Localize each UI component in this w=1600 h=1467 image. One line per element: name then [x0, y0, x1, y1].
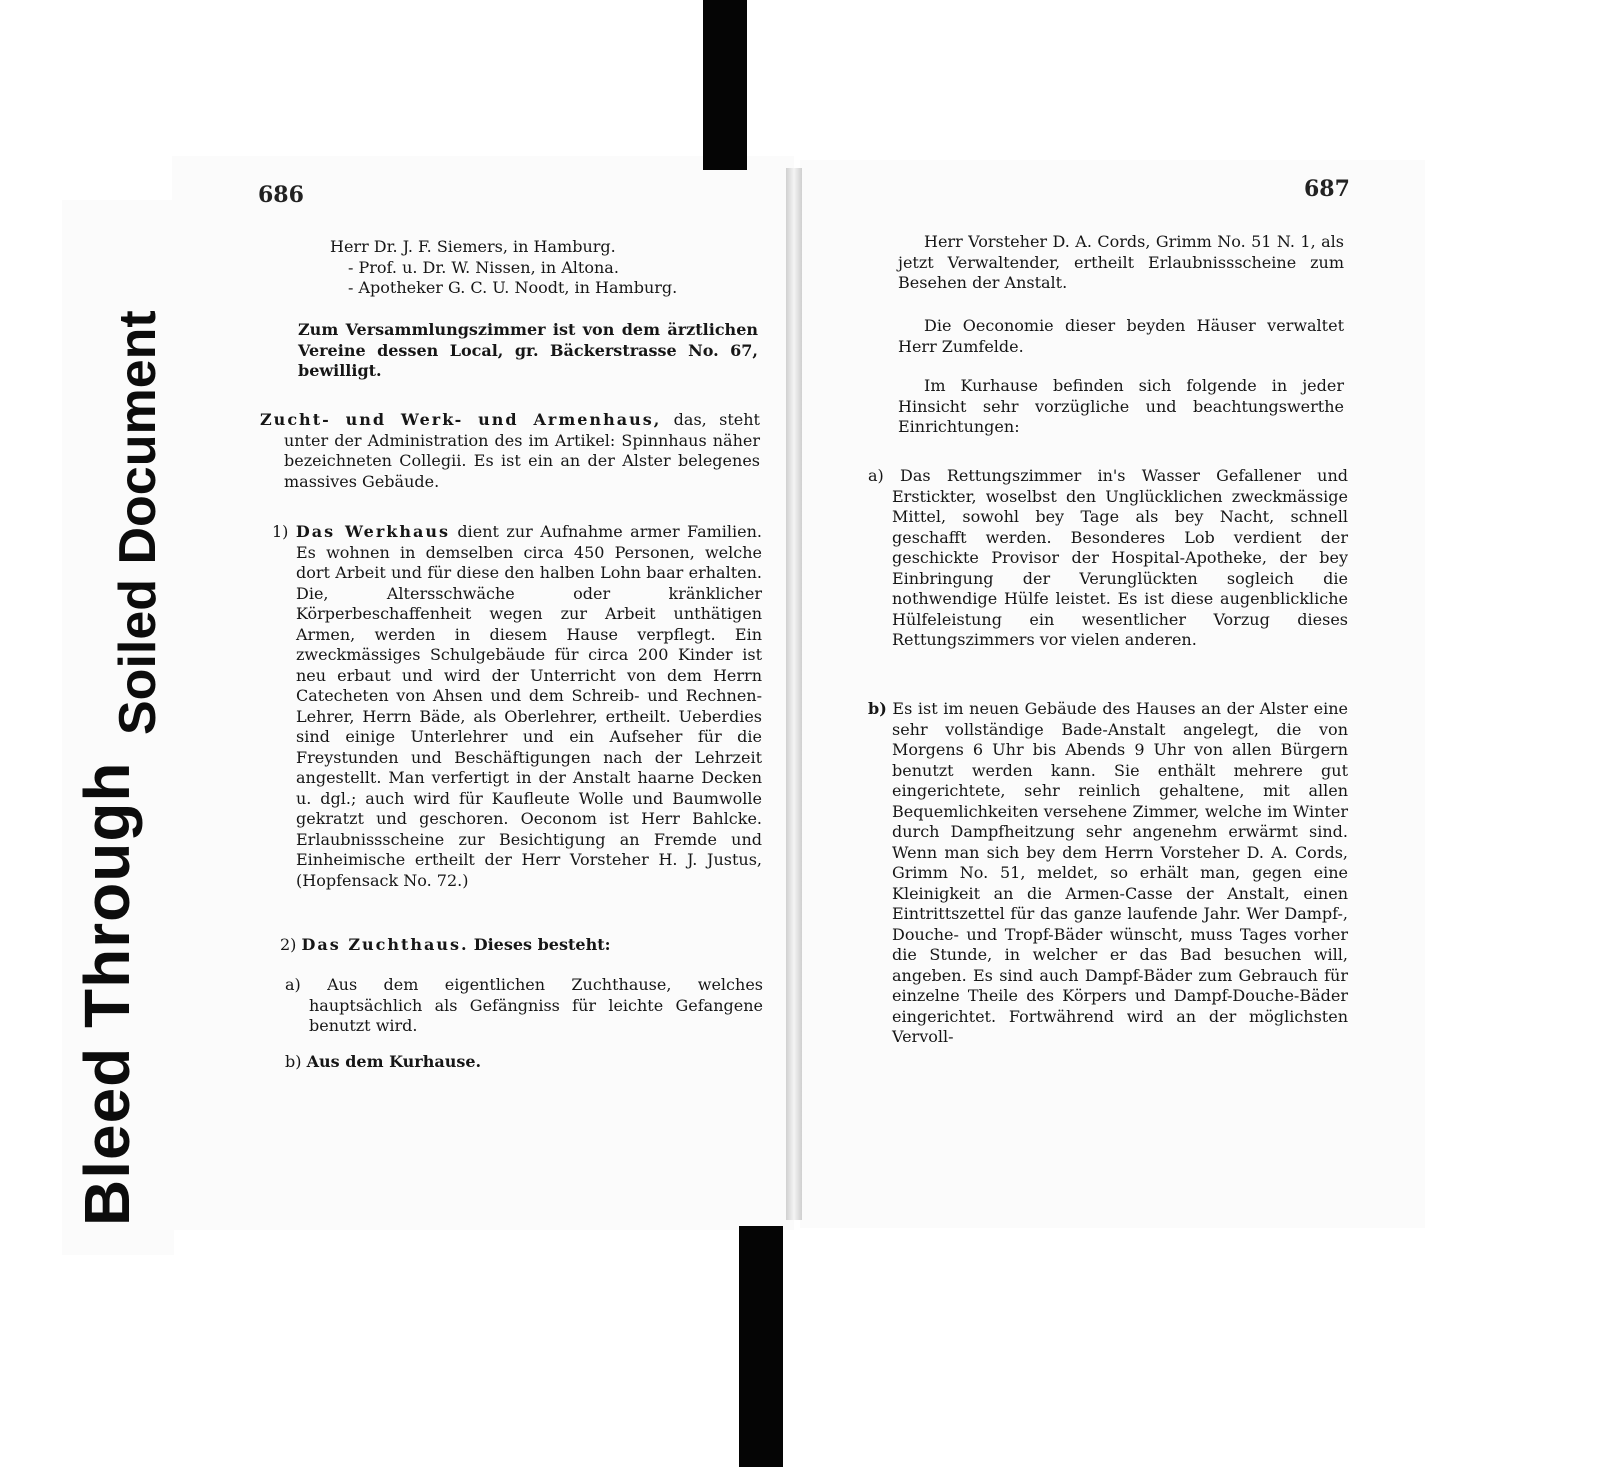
item-werkhaus	[272, 522, 762, 891]
section-text: das, steht unter der Administration des im Artikel: Spinnhaus näher bezeichneten Collegii. Es ist ein an der Alster belegenes massives Gebäude.	[284, 410, 760, 491]
paragraph-text: Herr Vorsteher D. A. Cords, Grimm No. 51 N. 1, als jetzt Verwaltender, ertheilt Erlaubnissscheine zum Besehen der Anstalt.	[898, 232, 1344, 292]
item-marker: a)	[868, 466, 884, 485]
item-marker: b)	[868, 699, 887, 718]
name-entry: Herr Dr. J. F. Siemers, in Hamburg.	[330, 237, 616, 256]
item-2a	[285, 975, 763, 1037]
item-text: Das Rettungszimmer in's Wasser Gefallener und Erstickter, woselbst den Unglücklichen zweckmässige Mittel, sowohl bey Tage als bey Nacht, schnell geschafft werden. Besonderes Lob verdient der geschickte Provisor der Hospital-Apotheke, der bey Einbringung der Verunglückten sogleich die nothwendige Hülfe leistet. Es ist diese augenblickliche Hülfeleistung ein wesentlicher Vorzug dieses Rettungszimmers vor vielen anderen.	[892, 466, 1348, 649]
name-entry: - Apotheker G. C. U. Noodt, in Hamburg.	[348, 278, 678, 297]
item-text: Es ist im neuen Gebäude des Hauses an der Alster eine sehr vollständige Bade-Anstalt angelegt, die von Morgens 6 Uhr bis Abends 9 Uhr von allen Bürgern benutzt werden kann. Sie enthält mehrere gut eingerichtete, sehr reinlich gehaltene, mit allen Bequemlichkeiten versehene Zimmer, welche im Winter durch Dampfheitzung sehr angenehm erwärmt sind. Wenn man sich bey dem Herrn Vorsteher D. A. Cords, Grimm No. 51, meldet, so erhält man, gegen eine Kleinigkeit an die Armen-Casse der Anstalt, einen Eintrittszettel für das ganze laufende Jahr. Wer Dampf-, Douche- und Tropf-Bäder wünscht, muss Tages vorher die Stunde, in welcher er das Bad besuchen will, angeben. Es sind auch Dampf-Bäder zum Gebrauch für einzelne Theile des Körpers und Dampf-Douche-Bäder eingerichtet. Fortwährend wird an der möglichsten Vervoll-	[892, 699, 1348, 1046]
paragraph-text: Zum Versammlungszimmer ist von dem ärztlichen Vereine dessen Local, gr. Bäckerstrasse No. 67, bewilligt.	[298, 320, 758, 380]
binding-band-top	[703, 0, 747, 170]
binding-band-bottom	[739, 1226, 783, 1467]
names-list	[330, 237, 770, 299]
paragraph-vorsteher	[898, 232, 1344, 294]
soiled-document-label: Soiled Document	[109, 310, 167, 735]
item-zuchthaus	[280, 935, 750, 956]
paragraph-versammlungszimmer	[298, 320, 758, 382]
item-marker: 2)	[280, 935, 297, 954]
item-text: dient zur Aufnahme armer Familien. Es wohnen in demselben circa 450 Personen, welche dort Arbeit und für diese den halben Lohn baar erhalten. Die, Altersschwäche oder kränklicher Körperbeschaffenheit wegen zur Arbeit unthätigen Armen, werden in diesem Hause verpflegt. Ein zweckmässiges Schulgebäude für circa 200 Kinder ist neu erbaut und wird der Unterricht von dem Herrn Catecheten von Ahsen und dem Schreib- und Rechnen-Lehrer, Herrn Bäde, als Oberlehrer, ertheilt. Ueberdies sind einige Unterlehrer und ein Aufseher für die Freystunden und Beschäftigungen nach der Lehrzeit angestellt. Man verfertigt in der Anstalt haarne Decken u. dgl.; auch wird für Kaufleute Wolle und Baumwolle gekratzt und geschoren. Oeconom ist Herr Bahlcke. Erlaubnissscheine zur Besichtigung an Fremde und Einheimische ertheilt der Herr Vorsteher H. J. Justus, (Hopfensack No. 72.)	[296, 522, 762, 890]
item-text: Dieses besteht:	[473, 935, 611, 954]
paragraph-kurhause	[898, 376, 1344, 438]
left-page-number: 686	[258, 182, 304, 208]
item-marker: 1)	[272, 522, 289, 541]
item-heading: Das Zuchthaus.	[301, 935, 469, 954]
right-page-number: 687	[1304, 176, 1350, 202]
paragraph-oeconomie	[898, 316, 1344, 357]
item-bade-anstalt	[868, 699, 1348, 1048]
item-2b	[285, 1052, 755, 1073]
item-rettungszimmer	[868, 466, 1348, 651]
book-spine	[786, 168, 802, 1220]
paragraph-text: Die Oeconomie dieser beyden Häuser verwaltet Herr Zumfelde.	[898, 316, 1344, 356]
section-heading: Zucht- und Werk- und Armenhaus,	[260, 410, 662, 429]
item-heading: Das Werkhaus	[295, 522, 450, 541]
item-marker: a)	[285, 975, 301, 994]
paragraph-text: Im Kurhause befinden sich folgende in jeder Hinsicht sehr vorzügliche und beachtungswerthe Einrichtungen:	[898, 376, 1344, 436]
section-zuchthaus	[260, 410, 760, 492]
name-entry: - Prof. u. Dr. W. Nissen, in Altona.	[348, 257, 619, 277]
item-text: Aus dem eigentlichen Zuchthause, welches hauptsächlich als Gefängniss für leichte Gefangene benutzt wird.	[309, 975, 763, 1035]
item-text: Aus dem Kurhause.	[306, 1052, 482, 1071]
bleed-through-label: Bleed Through	[71, 761, 143, 1226]
item-marker: b)	[285, 1052, 302, 1071]
